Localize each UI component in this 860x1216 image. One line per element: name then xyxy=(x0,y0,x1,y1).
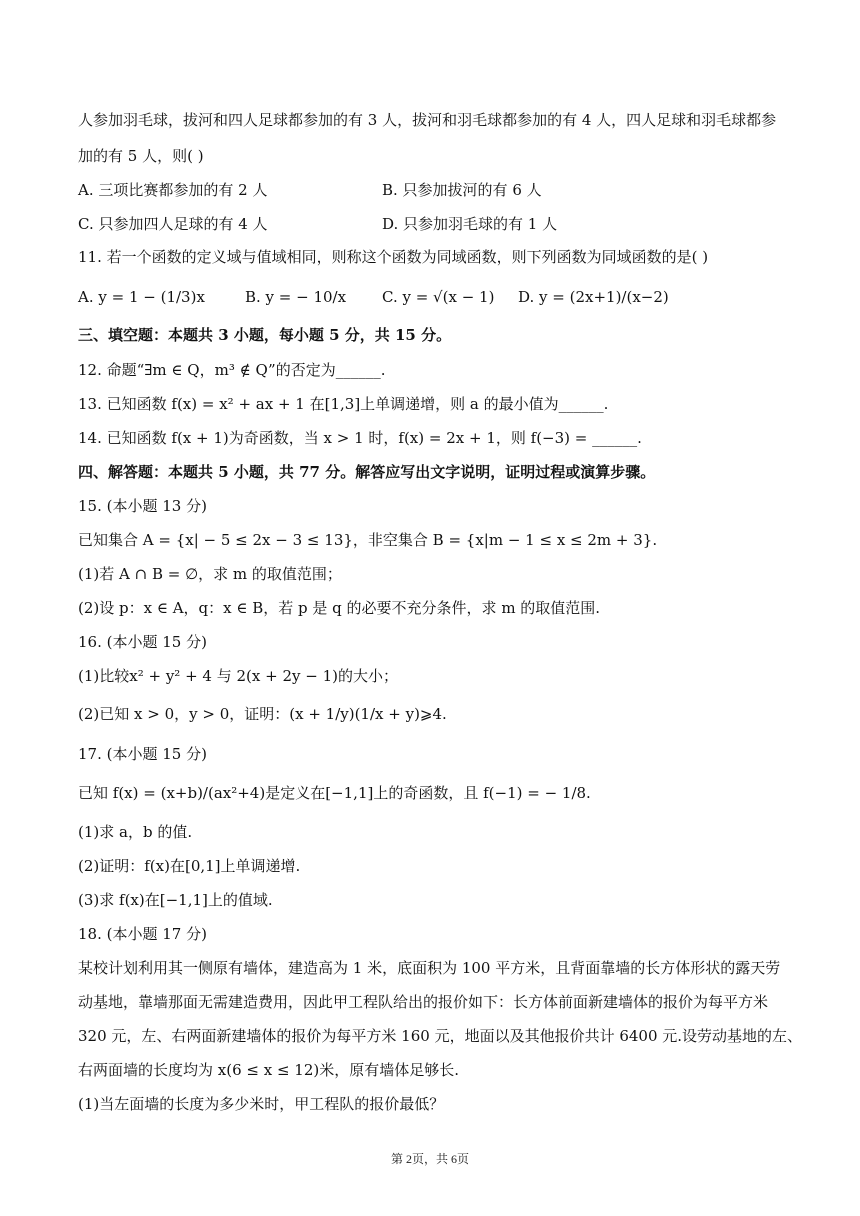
question-15-text: 已知集合 A = {x| − 5 ≤ 2x − 3 ≤ 13}，非空集合 B = {x|m − 1 ≤ x ≤ 2m + 3}. xyxy=(78,531,658,549)
question-16-heading: 16. (本小题 15 分) xyxy=(78,633,207,651)
question-15-part: (2)设 p：x ∈ A，q：x ∈ B，若 p 是 q 的必要不充分条件，求 m 的取值范围. xyxy=(78,599,601,617)
question-18-text: 320 元，左、右两面新建墙体的报价为每平方米 160 元，地面以及其他报价共计 6400 元.设劳动基地的左、 xyxy=(78,1027,803,1045)
question-14: 14. 已知函数 f(x + 1)为奇函数，当 x > 1 时，f(x) = 2x + 1，则 f(−3) = ______. xyxy=(78,429,642,447)
question-15-heading: 15. (本小题 13 分) xyxy=(78,497,207,515)
option-b: B. 只参加拔河的有 6 人 xyxy=(382,181,542,199)
section-heading: 三、填空题：本题共 3 小题，每小题 5 分，共 15 分。 xyxy=(78,326,452,344)
page-footer: 第 2页，共 6页 xyxy=(390,1152,469,1166)
section-heading: 四、解答题：本题共 5 小题，共 77 分。解答应写出文字说明，证明过程或演算步骤。 xyxy=(78,463,656,481)
question-12: 12. 命题“∃m ∈ Q，m³ ∉ Q”的否定为______. xyxy=(78,361,386,379)
text-line: 人参加羽毛球，拔河和四人足球都参加的有 3 人，拔河和羽毛球都参加的有 4 人，四人足球和羽毛球都参 xyxy=(78,111,777,129)
option-c: C. 只参加四人足球的有 4 人 xyxy=(78,215,268,233)
question-17-heading: 17. (本小题 15 分) xyxy=(78,745,207,763)
question-18-text: 右两面墙的长度均为 x(6 ≤ x ≤ 12)米，原有墙体足够长. xyxy=(78,1061,460,1079)
question-17-part: (3)求 f(x)在[−1,1]上的值域. xyxy=(78,891,273,909)
question-18-heading: 18. (本小题 17 分) xyxy=(78,925,207,943)
question-15-part: (1)若 A ∩ B = ∅，求 m 的取值范围； xyxy=(78,565,342,583)
q11-option-b: B. y = − 10/x xyxy=(245,288,347,306)
question-13: 13. 已知函数 f(x) = x² + ax + 1 在[1,3]上单调递增，则 a 的最小值为______. xyxy=(78,395,609,413)
question-16-part: (2)已知 x > 0，y > 0，证明：(x + 1/y)(1/x + y)⩾4. xyxy=(78,705,447,723)
text-line: 加的有 5 人，则( ) xyxy=(78,147,204,165)
question-17-text: 已知 f(x) = (x+b)/(ax²+4)是定义在[−1,1]上的奇函数，且 f(−1) = − 1/8. xyxy=(78,784,591,802)
q11-option-d: D. y = (2x+1)/(x−2) xyxy=(518,288,669,306)
question-18-part: (1)当左面墙的长度为多少米时，甲工程队的报价最低？ xyxy=(78,1095,445,1113)
q11-option-c: C. y = √(x − 1) xyxy=(382,288,495,306)
question-18-text: 动基地，靠墙那面无需建造费用，因此甲工程队给出的报价如下：长方体前面新建墙体的报价为每平方米 xyxy=(78,993,769,1011)
option-d: D. 只参加羽毛球的有 1 人 xyxy=(382,215,558,233)
q11-option-a: A. y = 1 − (1/3)x xyxy=(78,288,205,306)
question-11: 11. 若一个函数的定义域与值域相同，则称这个函数为同域函数，则下列函数为同域函数的是( ) xyxy=(78,248,709,266)
question-16-part: (1)比较x² + y² + 4 与 2(x + 2y − 1)的大小； xyxy=(78,667,398,685)
question-17-part: (2)证明：f(x)在[0,1]上单调递增. xyxy=(78,857,301,875)
question-18-text: 某校计划利用其一侧原有墙体，建造高为 1 米，底面积为 100 平方米，且背面靠墙的长方体形状的露天劳 xyxy=(78,959,781,977)
option-a: A. 三项比赛都参加的有 2 人 xyxy=(78,181,268,199)
question-17-part: (1)求 a，b 的值. xyxy=(78,823,193,841)
